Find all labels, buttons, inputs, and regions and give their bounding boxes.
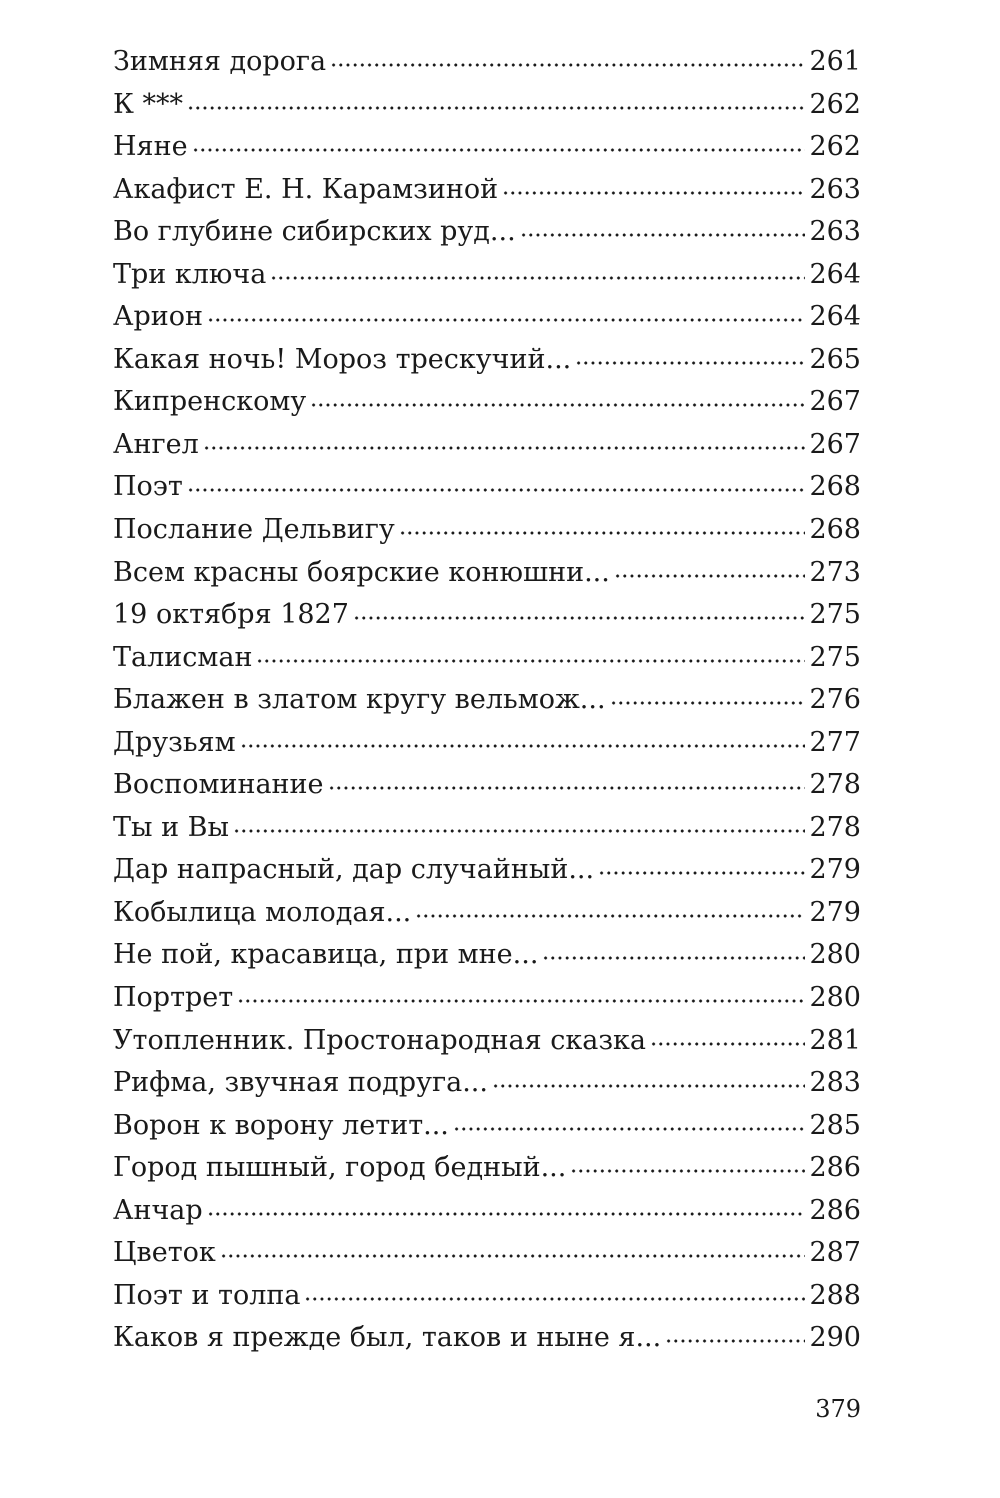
dot-leader: [270, 273, 805, 283]
page-number: 379: [815, 1395, 861, 1423]
toc-entry-page: 279: [809, 854, 861, 886]
toc-entry-title: Арион: [113, 301, 203, 333]
toc-entry-title: Город пышный, город бедный...: [113, 1152, 567, 1184]
dot-leader: [575, 358, 805, 368]
dot-leader: [610, 698, 806, 708]
toc-entry: [113, 552, 861, 595]
toc-entry: [113, 934, 861, 977]
toc-entry-page: 273: [809, 556, 861, 588]
toc-entry-page: 275: [809, 641, 861, 673]
dot-leader: [415, 911, 805, 921]
dot-leader: [256, 656, 805, 666]
toc-entry-page: 290: [809, 1322, 861, 1354]
toc-entry: [113, 1062, 861, 1105]
table-of-contents: [113, 41, 861, 1360]
toc-entry-title: Воспоминание: [113, 769, 324, 801]
toc-entry: [113, 849, 861, 892]
toc-entry: [113, 722, 861, 765]
dot-leader: [310, 400, 805, 410]
toc-entry-page: 262: [809, 88, 861, 120]
toc-entry: [113, 1190, 861, 1233]
toc-entry: [113, 466, 861, 509]
toc-entry: [113, 339, 861, 382]
toc-entry: [113, 1020, 861, 1063]
toc-entry: [113, 1317, 861, 1360]
toc-entry-title: Зимняя дорога: [113, 46, 327, 77]
toc-entry-page: 263: [809, 216, 861, 248]
dot-leader: [207, 315, 805, 325]
toc-entry-page: 262: [809, 131, 861, 163]
toc-entry-title: Кипренскому: [113, 386, 307, 418]
toc-entry-page: 268: [809, 471, 861, 503]
toc-entry-page: 285: [809, 1109, 861, 1141]
toc-entry-title: Утопленник. Простонародная сказка: [113, 1024, 647, 1056]
dot-leader: [598, 868, 805, 878]
toc-entry-title: Во глубине сибирских руд...: [113, 216, 516, 248]
toc-entry-title: Ворон к ворону летит...: [113, 1109, 449, 1141]
toc-entry: [113, 1275, 861, 1318]
toc-entry-title: Анчар: [113, 1194, 203, 1226]
dot-leader: [192, 145, 806, 155]
dot-leader: [650, 1039, 805, 1049]
toc-entry-title: Няне: [113, 131, 188, 163]
toc-entry-title: Рифма, звучная подруга...: [113, 1067, 488, 1099]
toc-entry-page: 261: [809, 46, 861, 77]
toc-entry-page: 275: [809, 599, 861, 631]
dot-leader: [520, 230, 806, 240]
toc-entry-page: 277: [809, 726, 861, 758]
dot-leader: [453, 1124, 806, 1134]
toc-entry-page: 281: [809, 1024, 861, 1056]
dot-leader: [328, 783, 806, 793]
toc-entry-page: 279: [809, 896, 861, 928]
dot-leader: [203, 443, 806, 453]
toc-entry-title: Дар напрасный, дар случайный...: [113, 854, 595, 886]
toc-entry-title: 19 октября 1827: [113, 599, 349, 631]
toc-entry: [113, 594, 861, 637]
toc-entry-page: 278: [809, 769, 861, 801]
toc-entry: [113, 254, 861, 297]
toc-entry: [113, 211, 861, 254]
dot-leader: [502, 188, 805, 198]
toc-entry-title: Друзьям: [113, 726, 236, 758]
toc-entry: [113, 637, 861, 680]
toc-entry-title: Какая ночь! Мороз трескучий...: [113, 343, 572, 375]
dot-leader: [233, 826, 805, 836]
toc-entry-page: 283: [809, 1067, 861, 1099]
toc-entry-title: Каков я прежде был, таков и ныне я...: [113, 1322, 662, 1354]
toc-entry-page: 264: [809, 258, 861, 290]
toc-entry: [113, 1105, 861, 1148]
toc-entry-page: 286: [809, 1194, 861, 1226]
toc-entry-title: Кобылица молодая...: [113, 896, 412, 928]
toc-entry-title: Не пой, красавица, при мне...: [113, 939, 539, 971]
dot-leader: [570, 1166, 805, 1176]
toc-entry-page: 280: [809, 982, 861, 1014]
toc-entry: [113, 892, 861, 935]
toc-entry: [113, 977, 861, 1020]
toc-entry: [113, 764, 861, 807]
toc-entry: [113, 296, 861, 339]
toc-entry-page: 268: [809, 514, 861, 546]
toc-entry: [113, 126, 861, 169]
toc-entry-page: 278: [809, 811, 861, 843]
dot-leader: [237, 996, 805, 1006]
toc-entry-title: Акафист Е. Н. Карамзиной: [113, 173, 499, 205]
dot-leader: [330, 60, 805, 70]
toc-entry-title: Портрет: [113, 982, 234, 1014]
toc-entry-title: Цветок: [113, 1237, 216, 1269]
toc-entry-page: 286: [809, 1152, 861, 1184]
dot-leader: [665, 1336, 805, 1346]
toc-entry-title: Поэт: [113, 471, 183, 503]
dot-leader: [187, 485, 806, 495]
toc-entry: [113, 1232, 861, 1275]
dot-leader: [542, 953, 805, 963]
toc-entry-page: 263: [809, 173, 861, 205]
toc-entry-title: Ангел: [113, 428, 199, 460]
toc-entry: [113, 679, 861, 722]
dot-leader: [207, 1209, 806, 1219]
toc-entry-page: 280: [809, 939, 861, 971]
toc-entry: [113, 84, 861, 127]
toc-entry-title: Ты и Вы: [113, 811, 229, 843]
dot-leader: [492, 1081, 805, 1091]
toc-entry-title: Послание Дельвигу: [113, 514, 395, 546]
toc-entry-title: Блажен в златом кругу вельмож...: [113, 684, 606, 716]
toc-entry-page: 267: [809, 428, 861, 460]
toc-entry-page: 264: [809, 301, 861, 333]
toc-entry: [113, 381, 861, 424]
dot-leader: [304, 1294, 805, 1304]
toc-entry: [113, 807, 861, 850]
toc-entry-page: 265: [809, 343, 861, 375]
toc-entry-title: К ***: [113, 88, 183, 120]
toc-entry-title: Поэт и толпа: [113, 1279, 301, 1311]
toc-entry-title: Три ключа: [113, 258, 267, 290]
toc-entry: [113, 424, 861, 467]
toc-entry-title: Талисман: [113, 641, 253, 673]
dot-leader: [614, 571, 806, 581]
toc-entry-page: 287: [809, 1237, 861, 1269]
toc-entry-title: Всем красны боярские конюшни...: [113, 556, 610, 588]
toc-entry-page: 288: [809, 1279, 861, 1311]
dot-leader: [220, 1251, 806, 1261]
toc-entry: [113, 509, 861, 552]
dot-leader: [399, 528, 806, 538]
toc-entry-page: 267: [809, 386, 861, 418]
dot-leader: [240, 741, 806, 751]
dot-leader: [187, 103, 805, 113]
dot-leader: [353, 613, 806, 623]
toc-entry: [113, 169, 861, 212]
toc-entry-page: 276: [809, 684, 861, 716]
toc-entry: [113, 41, 861, 84]
toc-entry: [113, 1147, 861, 1190]
